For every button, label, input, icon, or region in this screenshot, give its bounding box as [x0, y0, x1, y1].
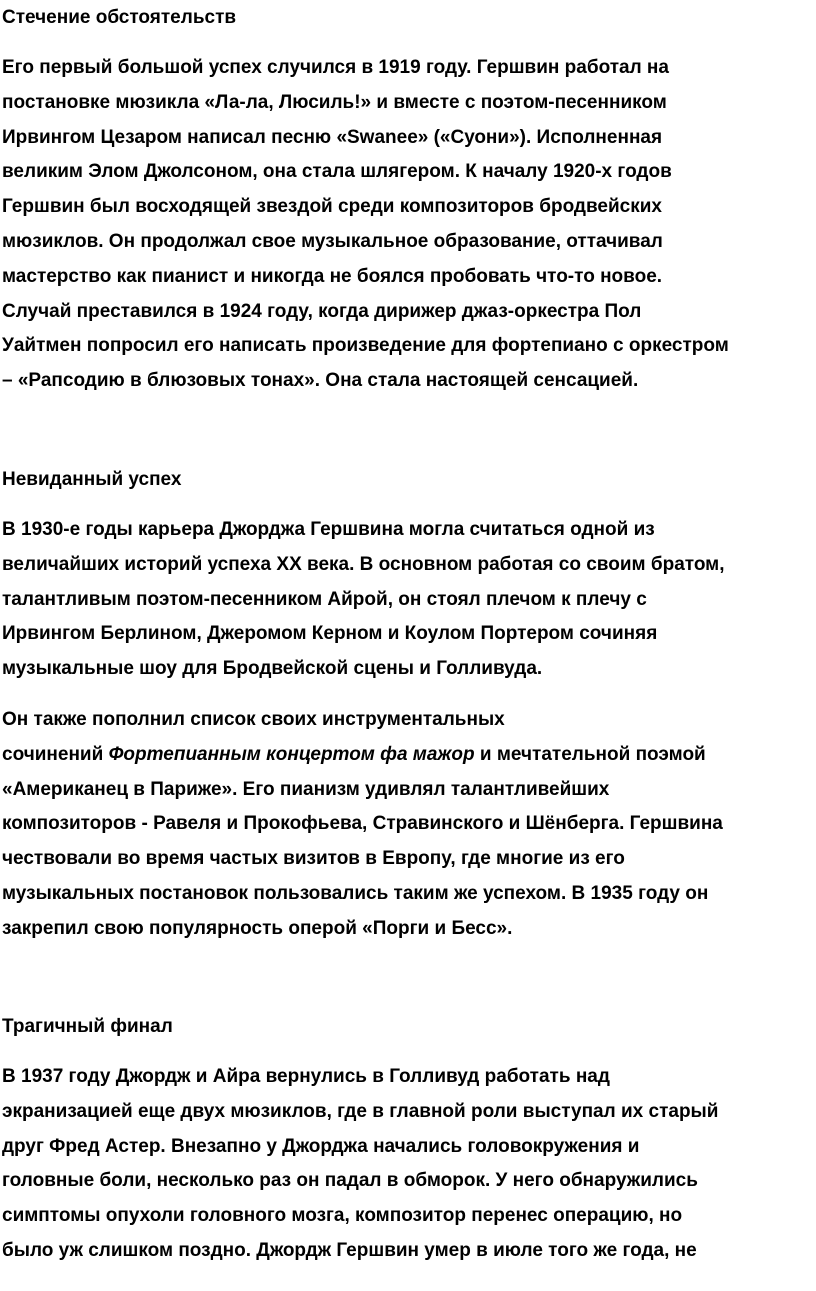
text-line: талантливым поэтом-песенником Айрой, он стоял плечом к плечу с: [2, 588, 647, 610]
paragraph-1937-hollywood: [2, 1060, 718, 1269]
italic-work-title: Фортепианным концертом фа мажор: [108, 743, 475, 765]
text-line: Уайтмен попросил его написать произведение для фортепиано с оркестром: [2, 335, 729, 357]
text-line: головные боли, несколько раз он падал в обморок. У него обнаружились: [2, 1170, 698, 1192]
text-line: музыкальных постановок пользовались таким же успехом. В 1935 году он: [2, 882, 709, 904]
text-line: Гершвин был восходящей звездой среди композиторов бродвейских: [2, 196, 662, 218]
text-line: симптомы опухоли головного мозга, композитор перенес операцию, но: [2, 1205, 683, 1227]
section-title-unprecedented-success: Невиданный успех: [2, 469, 182, 490]
text-line: Случай преставился в 1924 году, когда дирижер джаз-оркестра Пол: [2, 300, 642, 322]
text-line: музыкальные шоу для Бродвейской сцены и Голливуда.: [2, 658, 543, 680]
text-line: мюзиклов. Он продолжал свое музыкальное образование, оттачивал: [2, 230, 663, 252]
text-line: экранизацией еще двух мюзиклов, где в главной роли выступал их старый: [2, 1100, 719, 1122]
text-line-with-italic: [2, 738, 723, 773]
section-title-tragic-finale: Трагичный финал: [2, 1016, 173, 1037]
paragraph-instrumental-works: [2, 703, 723, 947]
text-line: великим Элом Джолсоном, она стала шлягером. К началу 1920-х годов: [2, 161, 672, 183]
text-line: закрепил свою популярность оперой «Порги и Бесс».: [2, 917, 513, 939]
text-segment: сочинений: [2, 743, 109, 765]
text-line: композиторов - Равеля и Прокофьева, Стравинского и Шёнберга. Гершвина: [2, 813, 723, 835]
text-line: – «Рапсодию в блюзовых тонах». Она стала настоящей сенсацией.: [2, 370, 639, 392]
text-line: В 1930-е годы карьера Джорджа Гершвина могла считаться одной из: [2, 519, 655, 540]
paragraph-1930s-career: [2, 513, 725, 687]
text-line: было уж слишком поздно. Джордж Гершвин умер в июле того же года, не: [2, 1239, 697, 1261]
text-line: постановке мюзикла «Ла-ла, Люсиль!» и вместе с поэтом-песенником: [2, 91, 667, 113]
paragraph-first-success: [2, 51, 729, 399]
text-line: Ирвингом Цезаром написал песню «Swanee» («Суони»). Исполненная: [2, 126, 663, 148]
text-line: Он также пополнил список своих инструментальных: [2, 709, 505, 730]
text-line: друг Фред Астер. Внезапно у Джорджа начались головокружения и: [2, 1135, 640, 1157]
text-segment: и мечтательной поэмой: [474, 743, 706, 765]
text-line: мастерство как пианист и никогда не боялся пробовать что-то новое.: [2, 265, 663, 287]
text-line: «Американец в Париже». Его пианизм удивлял талантливейших: [2, 778, 610, 800]
text-line: Его первый большой успех случился в 1919 году. Гершвин работал на: [2, 57, 669, 78]
text-line: величайших историй успеха XX века. В основном работая со своим братом,: [2, 553, 725, 575]
text-line: чествовали во время частых визитов в Европу, где многие из его: [2, 848, 625, 870]
text-line: Ирвингом Берлином, Джеромом Керном и Коулом Портером сочиняя: [2, 623, 658, 645]
section-title-circumstances: Стечение обстоятельств: [2, 7, 237, 28]
text-line: В 1937 году Джордж и Айра вернулись в Голливуд работать над: [2, 1066, 610, 1087]
